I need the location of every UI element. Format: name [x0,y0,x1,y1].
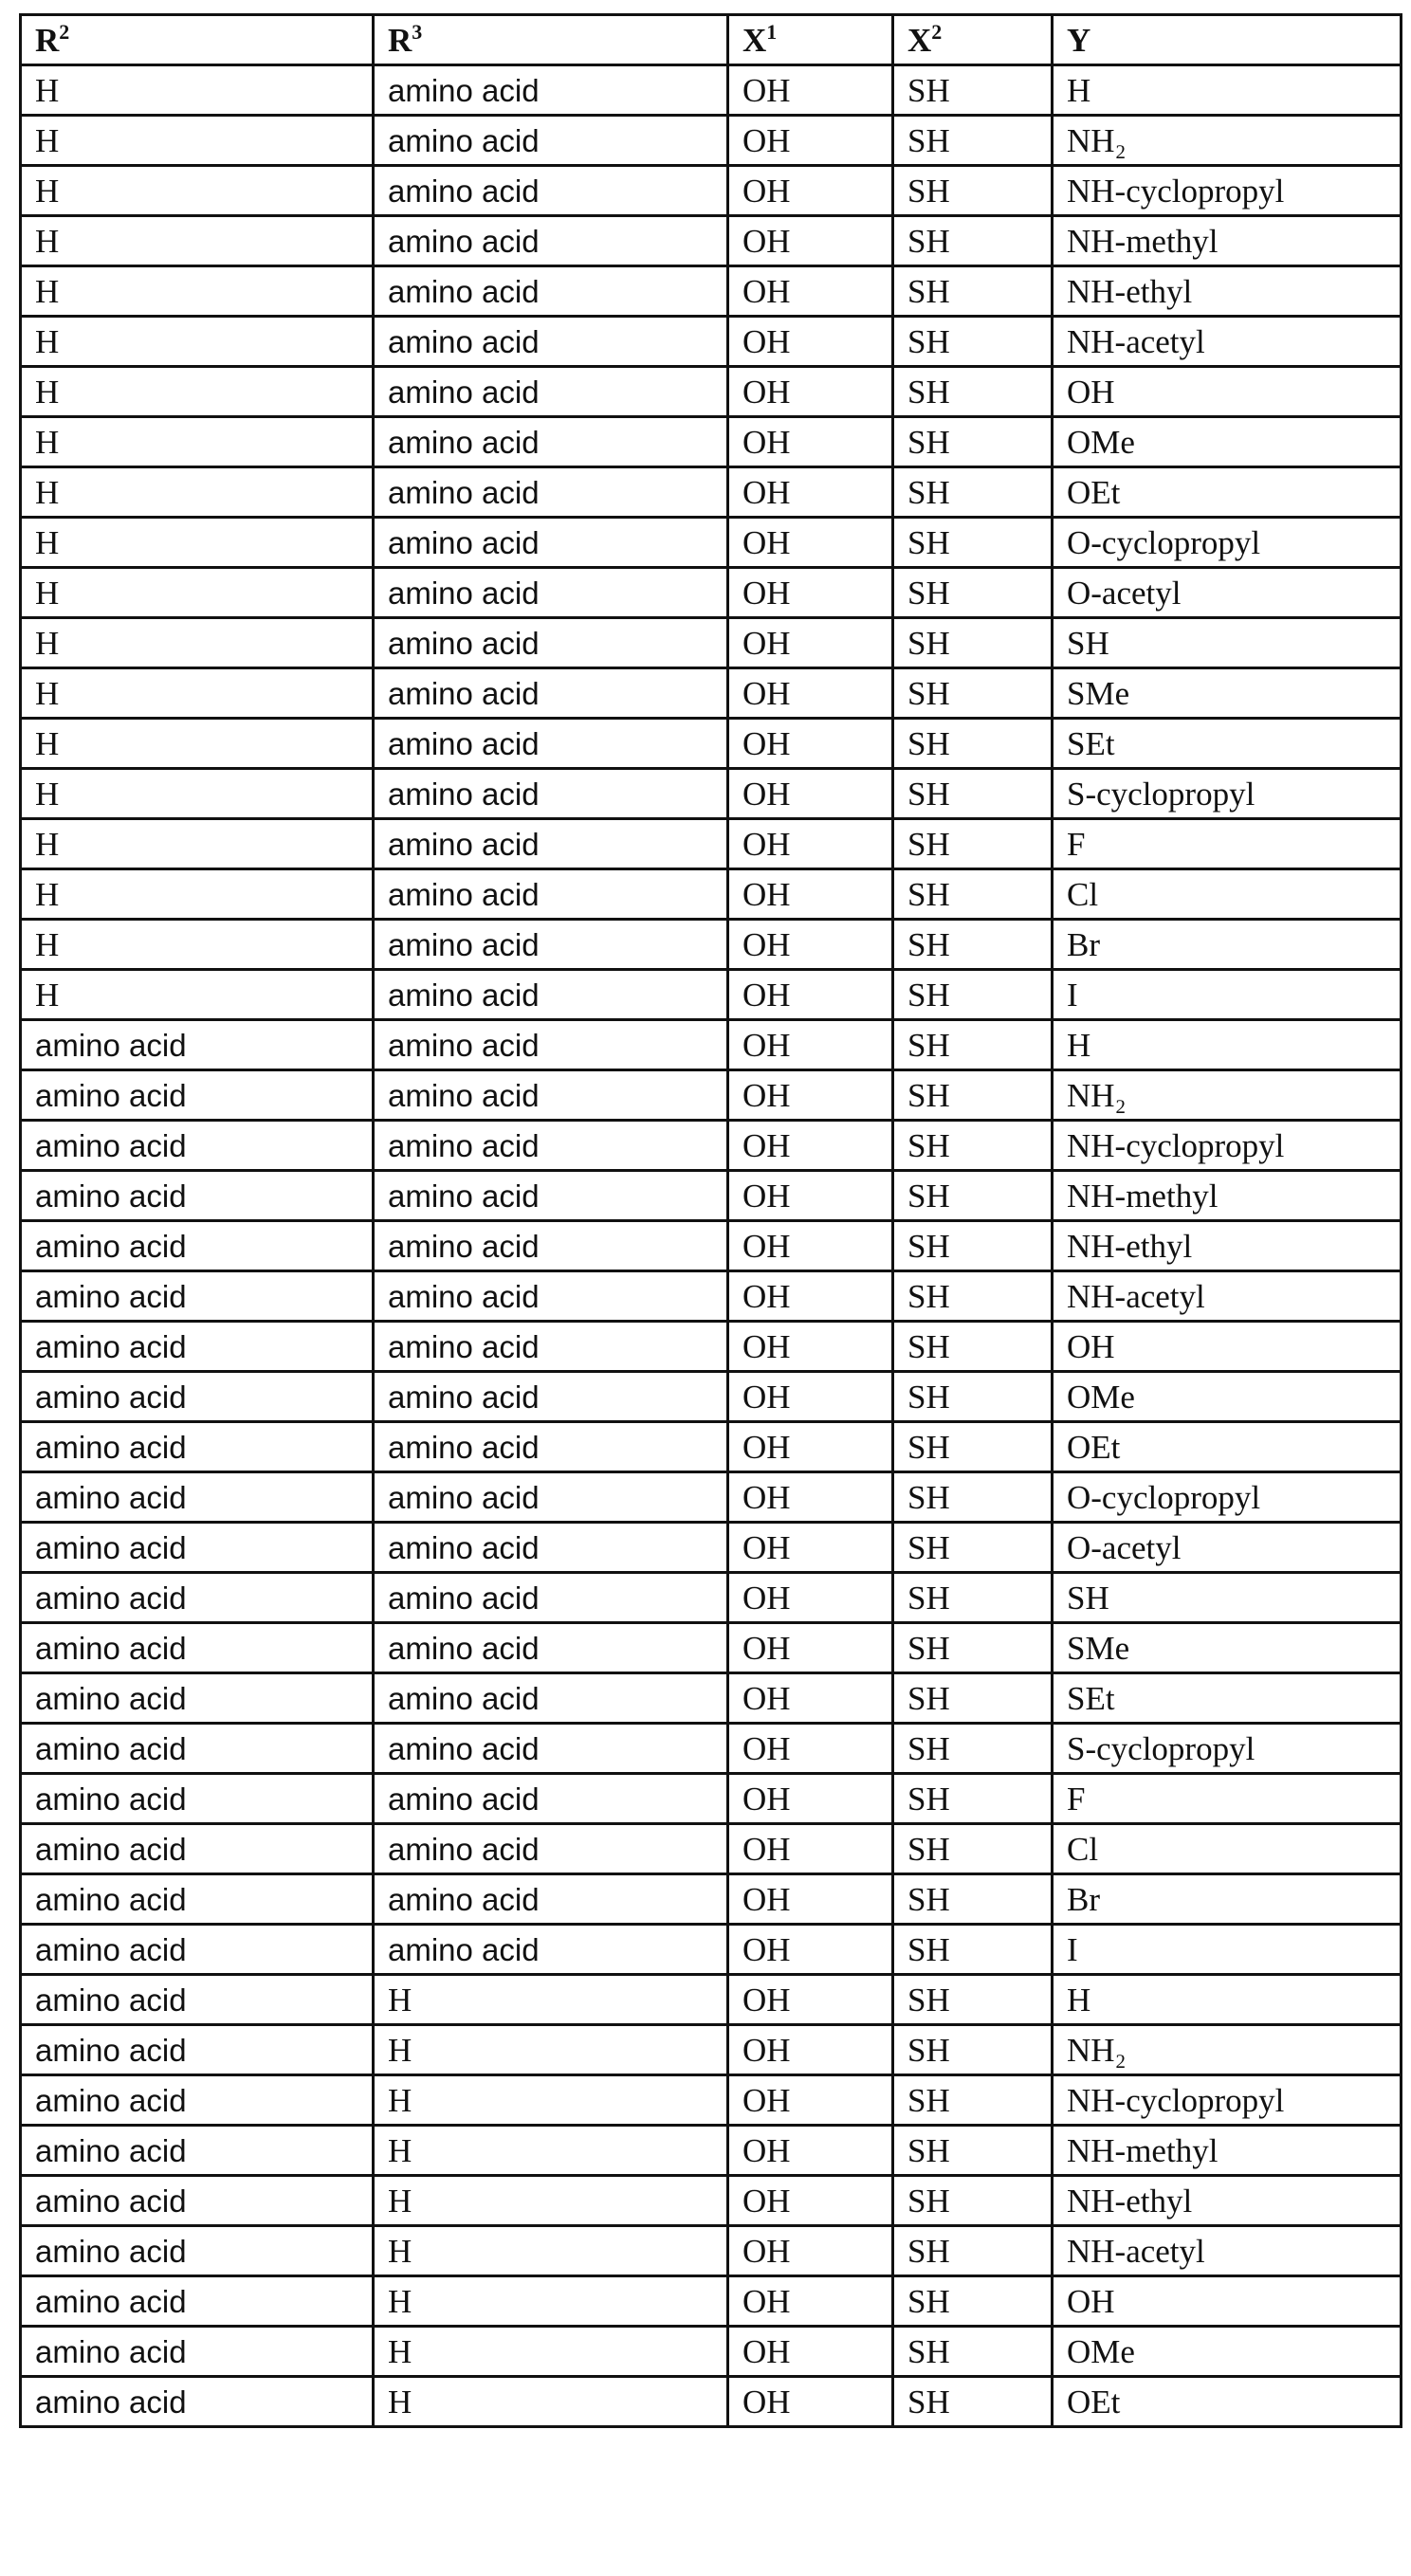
cell-r3: H [374,2025,728,2075]
cell-y: S-cyclopropyl [1053,769,1402,819]
cell-r3: amino acid [374,367,728,417]
table-row [21,1523,1402,1573]
cell-x1: OH [728,1020,893,1070]
cell-x2: SH [893,65,1053,116]
cell-r2: H [21,568,374,618]
cell-r3: amino acid [374,869,728,920]
cell-r3: amino acid [374,1472,728,1523]
table-row [21,618,1402,668]
table-row [21,1824,1402,1874]
cell-r2: amino acid [21,1422,374,1472]
table-row [21,1573,1402,1623]
cell-r2: amino acid [21,1724,374,1774]
table-row [21,2327,1402,2377]
cell-y: NH-cyclopropyl [1053,1121,1402,1171]
cell-x1: OH [728,869,893,920]
cell-r3: H [374,2176,728,2226]
cell-r3: amino acid [374,618,728,668]
cell-y: NH-ethyl [1053,2176,1402,2226]
cell-x1: OH [728,2176,893,2226]
cell-y: Cl [1053,869,1402,920]
table-row [21,65,1402,116]
cell-r3: H [374,2226,728,2276]
cell-r2: amino acid [21,1573,374,1623]
cell-r3: amino acid [374,1271,728,1322]
table-row [21,116,1402,166]
table-row [21,869,1402,920]
cell-y: OH [1053,2276,1402,2327]
cell-r2: amino acid [21,1975,374,2025]
cell-x1: OH [728,1724,893,1774]
table-row [21,769,1402,819]
cell-x2: SH [893,1774,1053,1824]
table-row [21,1472,1402,1523]
header-label: R [388,22,412,59]
cell-r3: amino acid [374,1422,728,1472]
table-row [21,1121,1402,1171]
cell-r2: amino acid [21,1824,374,1874]
table-row [21,719,1402,769]
table-row [21,2075,1402,2126]
cell-x1: OH [728,2276,893,2327]
cell-x2: SH [893,2276,1053,2327]
cell-x1: OH [728,719,893,769]
cell-x1: OH [728,568,893,618]
cell-x2: SH [893,2025,1053,2075]
cell-x1: OH [728,1975,893,2025]
cell-x1: OH [728,1472,893,1523]
cell-x1: OH [728,317,893,367]
cell-y: H [1053,1020,1402,1070]
cell-r3: amino acid [374,1774,728,1824]
cell-x1: OH [728,1221,893,1271]
cell-r3: amino acid [374,1221,728,1271]
cell-r3: amino acid [374,719,728,769]
cell-r3: amino acid [374,1523,728,1573]
header-r2 [21,15,374,65]
header-label: X [907,22,931,59]
cell-r2: H [21,367,374,417]
cell-x2: SH [893,970,1053,1020]
cell-r2: amino acid [21,1171,374,1221]
table-row [21,1171,1402,1221]
cell-r3: amino acid [374,819,728,869]
cell-x1: OH [728,266,893,317]
cell-r3: amino acid [374,1322,728,1372]
header-superscript: 1 [766,20,777,44]
header-label: X [742,22,766,59]
cell-r3: amino acid [374,668,728,719]
table-row [21,467,1402,518]
table-body [21,65,1402,2427]
cell-x2: SH [893,1874,1053,1925]
cell-y: O-acetyl [1053,1523,1402,1573]
cell-r2: H [21,216,374,266]
cell-y: NH-acetyl [1053,2226,1402,2276]
table-row [21,1724,1402,1774]
cell-y: O-cyclopropyl [1053,518,1402,568]
cell-r2: amino acid [21,1020,374,1070]
cell-y: OEt [1053,467,1402,518]
cell-x2: SH [893,618,1053,668]
cell-x1: OH [728,367,893,417]
cell-y: Br [1053,1874,1402,1925]
cell-x2: SH [893,668,1053,719]
cell-r3: amino acid [374,1070,728,1121]
cell-x2: SH [893,1673,1053,1724]
cell-r2: H [21,518,374,568]
table-row [21,1925,1402,1975]
cell-r3: amino acid [374,1020,728,1070]
table-row [21,1422,1402,1472]
cell-y: NH-ethyl [1053,1221,1402,1271]
cell-r3: amino acid [374,1673,728,1724]
cell-x1: OH [728,1774,893,1824]
cell-y: I [1053,970,1402,1020]
cell-r2: amino acid [21,2327,374,2377]
cell-x2: SH [893,1221,1053,1271]
cell-r2: amino acid [21,2226,374,2276]
header-x1 [728,15,893,65]
table-row [21,1020,1402,1070]
cell-x1: OH [728,166,893,216]
table-row [21,1673,1402,1724]
cell-x1: OH [728,467,893,518]
cell-x1: OH [728,2126,893,2176]
cell-y: F [1053,819,1402,869]
cell-x2: SH [893,719,1053,769]
table-row [21,920,1402,970]
cell-x1: OH [728,216,893,266]
cell-r2: amino acid [21,1673,374,1724]
cell-r3: H [374,2327,728,2377]
cell-r3: amino acid [374,216,728,266]
table-row [21,1774,1402,1824]
cell-x1: OH [728,1322,893,1372]
cell-r2: H [21,166,374,216]
cell-y: OH [1053,1322,1402,1372]
cell-r2: H [21,618,374,668]
cell-x2: SH [893,920,1053,970]
cell-x1: OH [728,417,893,467]
substituent-table [19,13,1402,2428]
table-row [21,2226,1402,2276]
cell-x2: SH [893,1523,1053,1573]
table-row [21,417,1402,467]
cell-y: SEt [1053,1673,1402,1724]
cell-r3: amino acid [374,1623,728,1673]
cell-x2: SH [893,1472,1053,1523]
cell-r2: amino acid [21,1623,374,1673]
cell-x2: SH [893,1322,1053,1372]
cell-r2: H [21,417,374,467]
cell-y: SMe [1053,1623,1402,1673]
cell-x1: OH [728,1171,893,1221]
cell-r3: amino acid [374,417,728,467]
cell-y: H [1053,65,1402,116]
cell-y: OH [1053,367,1402,417]
cell-r3: amino acid [374,1874,728,1925]
cell-y: OMe [1053,1372,1402,1422]
cell-x2: SH [893,116,1053,166]
cell-x1: OH [728,920,893,970]
cell-x1: OH [728,2025,893,2075]
cell-y: Br [1053,920,1402,970]
cell-r3: amino acid [374,1824,728,1874]
cell-r3: amino acid [374,568,728,618]
cell-x1: OH [728,1623,893,1673]
cell-r3: H [374,2276,728,2327]
table-row [21,216,1402,266]
table-row [21,317,1402,367]
cell-x2: SH [893,1121,1053,1171]
cell-x2: SH [893,1623,1053,1673]
table-row [21,1322,1402,1372]
cell-x1: OH [728,1673,893,1724]
cell-r3: amino acid [374,166,728,216]
cell-x2: SH [893,317,1053,367]
cell-r3: amino acid [374,266,728,317]
cell-x1: OH [728,1372,893,1422]
cell-y: Cl [1053,1824,1402,1874]
cell-r2: amino acid [21,1874,374,1925]
cell-x2: SH [893,2176,1053,2226]
cell-x2: SH [893,166,1053,216]
cell-y: I [1053,1925,1402,1975]
cell-x2: SH [893,1070,1053,1121]
header-label: R [35,22,59,59]
cell-x1: OH [728,1070,893,1121]
cell-x2: SH [893,1020,1053,1070]
header-superscript: 2 [931,20,942,44]
cell-r2: H [21,719,374,769]
cell-x2: SH [893,1975,1053,2025]
cell-r2: amino acid [21,1523,374,1573]
cell-y: NH-cyclopropyl [1053,166,1402,216]
cell-r2: H [21,668,374,719]
cell-y: OMe [1053,2327,1402,2377]
cell-x2: SH [893,869,1053,920]
header-row [21,15,1402,65]
cell-x2: SH [893,568,1053,618]
cell-x2: SH [893,2377,1053,2427]
cell-y: NH-methyl [1053,216,1402,266]
cell-x1: OH [728,668,893,719]
cell-x1: OH [728,2377,893,2427]
table-row [21,568,1402,618]
cell-r3: H [374,1975,728,2025]
cell-r2: amino acid [21,1925,374,1975]
cell-x2: SH [893,1171,1053,1221]
cell-x2: SH [893,367,1053,417]
cell-r3: amino acid [374,1724,728,1774]
cell-x2: SH [893,266,1053,317]
cell-r2: amino acid [21,1070,374,1121]
cell-y: SH [1053,618,1402,668]
table-row [21,1372,1402,1422]
cell-x1: OH [728,2226,893,2276]
cell-r2: H [21,920,374,970]
cell-x2: SH [893,1271,1053,1322]
cell-x2: SH [893,1824,1053,1874]
cell-r3: amino acid [374,116,728,166]
header-label: Y [1067,22,1090,59]
cell-x2: SH [893,2075,1053,2126]
cell-x1: OH [728,769,893,819]
cell-x1: OH [728,1925,893,1975]
cell-x1: OH [728,1422,893,1472]
cell-x1: OH [728,970,893,1020]
table-row [21,1221,1402,1271]
cell-r3: amino acid [374,1171,728,1221]
cell-r2: H [21,819,374,869]
cell-y: S-cyclopropyl [1053,1724,1402,1774]
cell-x2: SH [893,467,1053,518]
cell-x2: SH [893,518,1053,568]
table-row [21,2276,1402,2327]
cell-r3: amino acid [374,1573,728,1623]
cell-r3: amino acid [374,1925,728,1975]
cell-x2: SH [893,1925,1053,1975]
cell-x1: OH [728,1874,893,1925]
table-row [21,266,1402,317]
table-row [21,1975,1402,2025]
cell-x1: OH [728,819,893,869]
cell-x2: SH [893,2226,1053,2276]
cell-r2: H [21,266,374,317]
cell-r2: amino acid [21,2126,374,2176]
cell-r2: amino acid [21,1774,374,1824]
table-row [21,518,1402,568]
table-row [21,166,1402,216]
cell-r3: H [374,2377,728,2427]
cell-r3: amino acid [374,1121,728,1171]
cell-r2: H [21,869,374,920]
cell-r2: H [21,467,374,518]
table-row [21,819,1402,869]
cell-x2: SH [893,216,1053,266]
cell-x1: OH [728,1271,893,1322]
cell-r2: amino acid [21,2276,374,2327]
cell-x2: SH [893,2126,1053,2176]
cell-y: F [1053,1774,1402,1824]
cell-x2: SH [893,1422,1053,1472]
cell-r2: amino acid [21,1271,374,1322]
cell-x2: SH [893,1372,1053,1422]
cell-x1: OH [728,1523,893,1573]
table-row [21,668,1402,719]
cell-r3: amino acid [374,317,728,367]
cell-y: OEt [1053,1422,1402,1472]
cell-x1: OH [728,2075,893,2126]
table-row [21,367,1402,417]
cell-x1: OH [728,1121,893,1171]
cell-r2: amino acid [21,1221,374,1271]
table-row [21,970,1402,1020]
cell-y: OMe [1053,417,1402,467]
cell-x1: OH [728,518,893,568]
cell-y: O-cyclopropyl [1053,1472,1402,1523]
cell-r2: amino acid [21,2075,374,2126]
cell-r3: amino acid [374,920,728,970]
table-row [21,2377,1402,2427]
cell-r2: amino acid [21,1322,374,1372]
table-row [21,2025,1402,2075]
cell-y: OEt [1053,2377,1402,2427]
cell-r3: amino acid [374,970,728,1020]
cell-y: NH-ethyl [1053,266,1402,317]
cell-r2: amino acid [21,1472,374,1523]
cell-y: NH-acetyl [1053,1271,1402,1322]
cell-x2: SH [893,1724,1053,1774]
cell-r3: H [374,2075,728,2126]
cell-y: NH-cyclopropyl [1053,2075,1402,2126]
cell-x2: SH [893,1573,1053,1623]
cell-x1: OH [728,2327,893,2377]
cell-r3: H [374,2126,728,2176]
header-r3 [374,15,728,65]
cell-r2: H [21,970,374,1020]
cell-r3: amino acid [374,65,728,116]
cell-x1: OH [728,116,893,166]
header-x2 [893,15,1053,65]
cell-y: NH-acetyl [1053,317,1402,367]
cell-r2: amino acid [21,2025,374,2075]
cell-x1: OH [728,618,893,668]
cell-x2: SH [893,819,1053,869]
cell-x2: SH [893,769,1053,819]
header-y [1053,15,1402,65]
table-row [21,1623,1402,1673]
cell-x1: OH [728,1824,893,1874]
cell-y: NH₂ [1053,1070,1402,1121]
cell-x2: SH [893,2327,1053,2377]
cell-r2: H [21,65,374,116]
table-row [21,1874,1402,1925]
cell-y: H [1053,1975,1402,2025]
cell-x1: OH [728,1573,893,1623]
cell-r2: H [21,769,374,819]
cell-x1: OH [728,65,893,116]
cell-r2: H [21,317,374,367]
cell-y: NH₂ [1053,2025,1402,2075]
cell-r3: amino acid [374,1372,728,1422]
cell-y: NH-methyl [1053,2126,1402,2176]
cell-r2: amino acid [21,1121,374,1171]
cell-y: NH₂ [1053,116,1402,166]
header-superscript: 3 [412,20,422,44]
cell-y: SH [1053,1573,1402,1623]
header-superscript: 2 [59,20,69,44]
cell-x2: SH [893,417,1053,467]
table-row [21,1271,1402,1322]
cell-y: SEt [1053,719,1402,769]
cell-r2: amino acid [21,2377,374,2427]
cell-r2: amino acid [21,1372,374,1422]
cell-r2: amino acid [21,2176,374,2226]
cell-r2: H [21,116,374,166]
cell-r3: amino acid [374,769,728,819]
table-row [21,2126,1402,2176]
cell-y: SMe [1053,668,1402,719]
cell-r3: amino acid [374,467,728,518]
cell-r3: amino acid [374,518,728,568]
cell-y: NH-methyl [1053,1171,1402,1221]
cell-y: O-acetyl [1053,568,1402,618]
table-row [21,2176,1402,2226]
table-row [21,1070,1402,1121]
